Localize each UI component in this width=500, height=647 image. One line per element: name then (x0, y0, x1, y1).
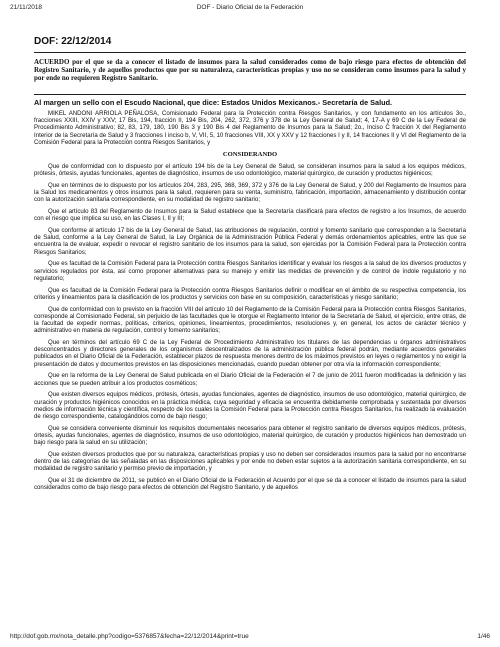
print-page-title: DOF - Diario Oficial de la Federación (196, 4, 304, 11)
page-count: 1/46 (477, 633, 490, 640)
body-paragraph: Que de conformidad con lo previsto en la fracción VIII del artículo 10 del Reglamento de la Comisión Federal para la Protección contra Riesgos Sanitarios, corresponde al Comisionado Federal, sin perjuicio de las facultades que le otorgue el Reglamento Interior de la Secretaría de Salud, el ejercicio, entre otras, de la facultad de expedir normas, políticas, criterios, opiniones, lineamientos, procedimientos, resoluciones y, en general, los actos de carácter técnico y administrativo en materia de regulación, control y fomento sanitarios; (34, 305, 466, 335)
body-paragraph: Que es facultad de la Comisión Federal para la Protección contra Riesgos Sanitarios definir o modificar en el ámbito de su respectiva competencia, los criterios y lineamientos para la clasificación de los productos y servicios con base en su composición, características y riesgo sanitario; (34, 286, 466, 301)
body-paragraph: Que el 31 de diciembre de 2011, se publicó en el Diario Oficial de la Federación el Acuerdo por el que se da a conocer el listado de insumos para la salud considerados como de bajo riesgo para efectos de obtención del Registro Sanitario, y de aquellos (34, 477, 466, 492)
body-paragraph: Que en términos del artículo 69 C de la Ley Federal de Procedimiento Administrativo los titulares de las dependencias u órganos administrativos desconcentrados y directores generales de los organismos descentralizados de la administración pública federal podrán, mediante acuerdos generales publicados en el Diario Oficial de la Federación, establecer plazos de respuesta menores dentro de los máximos previstos en leyes o reglamentos y no exigir la presentación de datos y documentos previstos en las disposiciones mencionadas, cuando puedan obtener por otra vía la información correspondiente; (34, 339, 466, 368)
document-body (34, 110, 466, 496)
browser-print-footer (10, 633, 490, 643)
body-paragraph: Que en la reforma de la Ley General de Salud publicada en el Diario Oficial de la Federación el 7 de junio de 2011 fueron modificadas la definición y las acciones que se pueden atribuir a los productos cosméticos; (34, 372, 466, 387)
body-paragraph: Que conforme al artículo 17 bis de la Ley General de Salud, las atribuciones de regulación, control y fomento sanitario que corresponden a la Secretaría de Salud, conforme a la Ley General de Salud, la Ley Orgánica de la Administración Pública Federal y demás ordenamientos aplicables, entre las que se encuentra la de evaluar, expedir o revocar el registro sanitario de los insumos para la salud, son ejercidas por la Comisión Federal para la Protección contra Riesgos Sanitarios; (34, 227, 466, 256)
body-paragraph: Que es facultad de la Comisión Federal para la Protección contra Riesgos Sanitarios identificar y evaluar los riesgos a la salud de los diversos productos y servicios regulados por ésta, así como proponer alternativas para su manejo y emitir las medidas de prevención y de control de índole regulatorio y no regulatorio; (34, 260, 466, 282)
dof-date: DOF: 22/12/2014 (34, 36, 112, 47)
print-url: http://dof.gob.mx/nota_detalle.php?codigo=5376857&fecha=22/12/2014&print=true (10, 633, 249, 640)
seal-line: Al margen un sello con el Escudo Nacional, que dice: Estados Unidos Mexicanos.- Secretaría de Salud. (34, 98, 393, 107)
body-paragraph: Que en términos de lo dispuesto por los artículos 204, 283, 295, 368, 369, 372 y 376 de la Ley General de Salud, y 200 del Reglamento de Insumos para la Salud los medicamentos y otros insumos para la salud, requieren para su venta, suministro, fabricación, importación, almacenamiento y distribución contar con la autorización sanitaria correspondiente, en su modalidad de registro sanitario; (34, 181, 466, 204)
considerando-heading: CONSIDERANDO (222, 150, 278, 158)
print-date: 21/11/2018 (10, 4, 43, 11)
body-paragraph: Que el artículo 83 del Reglamento de Insumos para la Salud establece que la Secretaría clasificará para efectos de registro a los Insumos, de acuerdo con el riesgo que implica su uso, en las Clases I, II y III; (34, 208, 466, 223)
body-paragraph: Que existen diversos equipos médicos, prótesis, órtesis, ayudas funcionales, agentes de diagnóstico, insumos de uso odontológico, material quirúrgico, de curación y productos higiénicos conocidos en la práctica médica, cuya seguridad y eficacia se encuentra debidamente comprobada y sustentada por diversos medios de información técnica y científica, respecto de los cuales la Comisión Federal para la Protección contra Riesgos Sanitarios, ha realizado la evaluación de riesgo correspondiente, catalogándolos como de bajo riesgo; (34, 391, 466, 421)
divider (34, 94, 466, 95)
browser-print-header (10, 4, 490, 14)
body-paragraph: Que se considera conveniente disminuir los requisitos documentales necesarios para obtener el registro sanitario de diversos equipos médicos, prótesis, órtesis, ayudas funcionales, agentes de diagnóstico, insumos de uso odontológico, material quirúrgico, de curación y productos higiénicos han demostrado un bajo riesgo para la salud en su utilización; (34, 424, 466, 447)
document-title: ACUERDO por el que se da a conocer el listado de insumos para la salud considerados como de bajo riesgo para efectos de obtención del Registro Sanitario, y de aquellos productos que por su naturaleza, características propias y uso no se consideran como insumos para la salud y por ende no requieren Registro Sanitario. (34, 58, 466, 83)
body-paragraph: Que existen diversos productos que por su naturaleza, características propias y uso no deben ser considerados insumos para la salud por no encontrarse dentro de las categorías de las señaladas en las disposiciones aplicables y por ende no deben estar sujetos a la autorización sanitaria correspondiente, en su modalidad de registro sanitario y permiso previo de importación, y (34, 451, 466, 473)
intro-paragraph: MIKEL ANDONI ARRIOLA PEÑALOSA, Comisionado Federal para la Protección contra Riesgos Sanitarios, y con fundamento en los artículos 3o., fracciones XXIII, XXIV y XXV; 17 Bis, 194, fracción II, 194 Bis, 204, 262, 372, 376 y 378 de la Ley General de Salud; 4, 17-A y 69 C de la Ley Federal de Procedimiento Administrativo; 82, 83, 179, 180, 190 Bis 3 y 190 Bis 4 del Reglamento de Insumos para la Salud; 2o., Inciso C fracción X del Reglamento Interior de la Secretaría de Salud y 3 fracciones I inciso b, V, VII, 5, 10 fracciones VIII, XX y XXV y 12 fracciones I y II, 14 fracciones II y VI del Reglamento de la Comisión Federal para la Protección contra Riesgos Sanitarios, y (34, 110, 466, 146)
body-paragraph: Que de conformidad con lo dispuesto por el artículo 194 bis de la Ley General de Salud, se consideran insumos para la salud a los equipos médicos, prótesis, órtesis, ayudas funcionales, agentes de diagnóstico, insumos de uso odontológico, material quirúrgico, de curación y productos higiénicos; (34, 162, 466, 178)
divider (34, 52, 466, 53)
